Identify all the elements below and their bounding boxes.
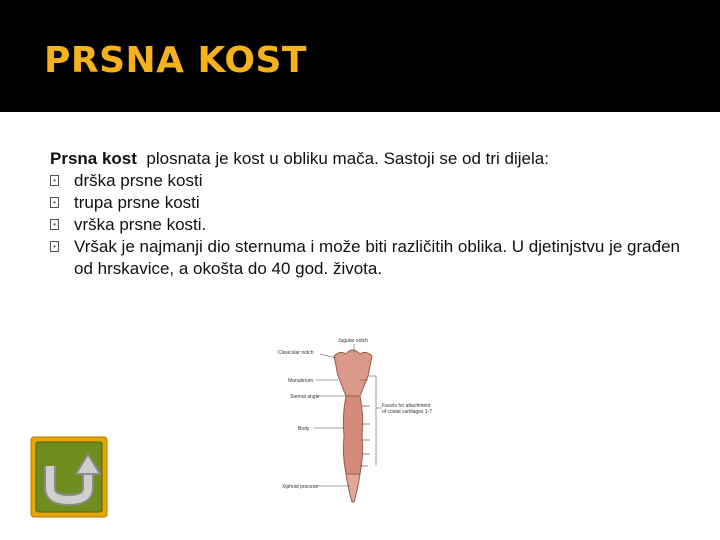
label-sternal-angle: Sternal angle xyxy=(290,394,320,400)
bullet-icon: • xyxy=(50,241,59,252)
label-facets-line-2: of costal cartilages 1-7 xyxy=(382,409,433,415)
list-item xyxy=(50,192,690,214)
label-xiphoid-process: Xiphoid process xyxy=(282,484,318,490)
label-facets-line-1: Facets for attachment xyxy=(382,403,431,409)
slide-title: PRSNA KOST xyxy=(44,40,307,81)
sternum-illustration xyxy=(276,336,436,514)
bullet-icon: • xyxy=(50,219,59,230)
bullet-text: trupa prsne kosti xyxy=(74,193,200,212)
sternum-body-shape xyxy=(343,396,362,474)
slide-body xyxy=(50,148,690,280)
list-item xyxy=(50,214,690,236)
bullet-text: drška prsne kosti xyxy=(74,171,203,190)
label-jugular-notch: Jugular notch xyxy=(338,338,369,344)
back-button[interactable] xyxy=(30,436,108,518)
bullet-icon: • xyxy=(50,197,59,208)
intro-term: Prsna kost xyxy=(50,149,137,168)
intro-paragraph xyxy=(50,148,690,170)
label-clavicular-notch: Clavicular notch xyxy=(278,350,314,356)
bullet-list xyxy=(50,170,690,280)
xiphoid-shape xyxy=(346,474,360,502)
manubrium-shape xyxy=(334,350,372,396)
bullet-text: vrška prsne kosti. xyxy=(74,215,207,234)
bullet-icon: • xyxy=(50,175,59,186)
intro-text: plosnata je kost u obliku mača. Sastoji se od tri dijela: xyxy=(146,149,549,168)
title-bar xyxy=(0,0,720,112)
u-turn-arrow-icon xyxy=(30,436,108,518)
label-body: Body xyxy=(298,426,310,432)
label-manubrium: Manubrium xyxy=(288,378,314,384)
list-item xyxy=(50,236,690,280)
sternum-drawing xyxy=(276,336,436,514)
bullet-text: Vršak je najmanji dio sternuma i može biti različitih oblika. U djetinjstvu je građen od hrskavice, a okošta do 40 god. života. xyxy=(74,237,680,278)
list-item xyxy=(50,170,690,192)
